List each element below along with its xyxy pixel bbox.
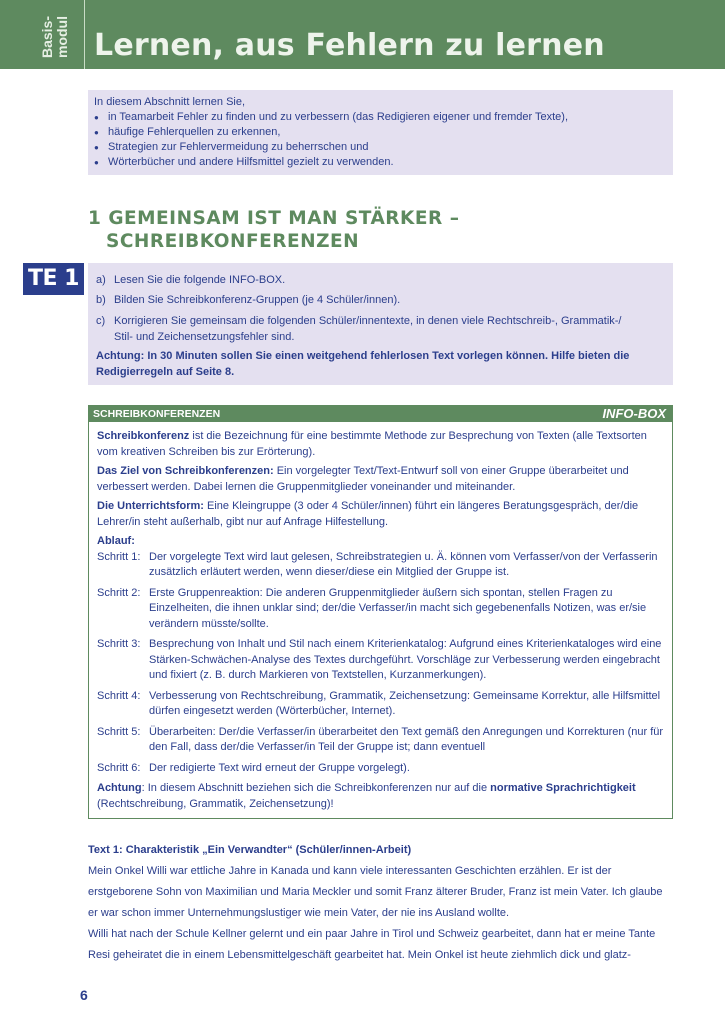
section-title xyxy=(88,207,459,253)
task-note: Achtung: In 30 Minuten sollen Sie einen weitgehend fehlerlosen Text vorlegen können. Hilfe bieten die Redigierregeln auf Seite 8. xyxy=(96,350,630,378)
info-box-header xyxy=(89,406,672,422)
task-tag: TE 1 xyxy=(23,263,84,295)
module-label: Basis- modul xyxy=(39,15,70,59)
list-item: ● häufige Fehlerquellen zu erkennen, xyxy=(94,125,568,140)
step-item: Schritt 3: Besprechung von Inhalt und Stil nach einem Kriterienkatalog: Aufgrund eines Kriterienkataloges wird eine Stärken-Schwächen-Analyse des Textes durchgeführt. Vorschläge zur Verbesserung werden eingebracht und fixiert (z. B. durch Markieren von Textstellen, Kurzanmerkungen). xyxy=(97,638,662,681)
section-title-line2: SCHREIBKONFERENZEN xyxy=(106,231,360,252)
task-c: c) Korrigieren Sie gemeinsam die folgenden Schüler/innentexte, in denen viele Rechtschreib-, Grammatik-/ Stil- und Zeichensetzungsfehler sind. xyxy=(96,315,622,343)
list-item: ● Strategien zur Fehlervermeidung zu beherrschen und xyxy=(94,140,568,155)
header-divider xyxy=(84,0,85,69)
goals-list xyxy=(94,110,568,170)
info-paragraph: Schreibkonferenz ist die Bezeichnung für eine bestimmte Methode zur Besprechung von Texten (alle Textsorten vom kreativen Schreiben bis zur Erörterung). xyxy=(97,430,647,458)
section-title-line1: 1 GEMEINSAM IST MAN STÄRKER – xyxy=(88,208,460,229)
header-band xyxy=(0,0,725,69)
learning-goals-box xyxy=(88,90,673,175)
info-paragraph: Die Unterrichtsform: Eine Kleingruppe (3 oder 4 Schüler/innen) führt ein längeres Beratungsgespräch, der/die Lehrer/in steht außerhalb, gibt nur auf Anfrage Hilfestellung. xyxy=(97,500,639,528)
student-text-heading: Text 1: Charakteristik „Ein Verwandter“ (Schüler/innen-Arbeit) xyxy=(88,844,412,856)
step-item: Schritt 6: Der redigierte Text wird erneut der Gruppe vorgelegt). xyxy=(97,761,410,774)
ablauf-heading: Ablauf: xyxy=(97,535,135,547)
info-paragraph: Das Ziel von Schreibkonferenzen: Ein vorgelegter Text/Text-Entwurf soll von einer Gruppe überarbeitet und verbessert werden. Dabei lernen die Gruppenmitglieder voneinander und miteinander. xyxy=(97,465,629,493)
page-number: 6 xyxy=(80,987,88,1003)
info-box-title: SCHREIBKONFERENZEN xyxy=(93,408,221,420)
info-box-body xyxy=(97,429,667,816)
step-item: Schritt 5: Überarbeiten: Der/die Verfasser/in überarbeitet den Text gemäß den Anregungen und Korrekturen (nur für den Fall, dass der/die Verfasser/in Teil der Gruppe ist; dann eventuell xyxy=(97,725,664,753)
step-item: Schritt 1: Der vorgelegte Text wird laut gelesen, Schreibstrategien u. Ä. können vom Verfasser/von der Verfasserin zusätzlich erläutert werden, wenn dieser/diese ein Mitglied der Gruppe ist. xyxy=(97,550,658,578)
student-text-body: Mein Onkel Willi war ettliche Jahre in Kanada und kann viele interessanten Geschichten erzählen. Er ist der erstgeborene Sohn von Maximilian und Maria Meckler und somit Franz älterer Bruder, Franz ist mein Vater. Ich glaube er war schon immer Unternehmungslustiger wie mein Vater, der nie ins Ausland wollte. xyxy=(88,865,663,919)
task-a: a) Lesen Sie die folgende INFO-BOX. xyxy=(96,274,286,286)
step-item: Schritt 4: Verbesserung von Rechtschreibung, Grammatik, Zeichensetzung: Gemeinsame Korrektur, alle Hilfsmittel dürfen eingesetzt werden (Wörterbücher, Internet). xyxy=(97,689,661,717)
info-box-tag: INFO-BOX xyxy=(602,406,666,421)
page-title: Lernen, aus Fehlern zu lernen xyxy=(94,28,605,63)
info-box xyxy=(88,405,673,819)
task-box xyxy=(88,263,673,385)
intro-lead: In diesem Abschnitt lernen Sie, xyxy=(94,96,246,108)
list-item: ● Wörterbücher und andere Hilfsmittel gezielt zu verwenden. xyxy=(94,155,568,170)
list-item: ● in Teamarbeit Fehler zu finden und zu verbessern (das Redigieren eigener und fremder Texte), xyxy=(94,110,568,125)
info-note: Achtung: In diesem Abschnitt beziehen sich die Schreibkonferenzen nur auf die normative Sprachrichtigkeit (Rechtschreibung, Grammatik, Zeichensetzung)! xyxy=(97,782,636,810)
student-text-body: Willi hat nach der Schule Kellner gelernt und ein paar Jahre in Tirol und Schweiz gearbeitet, dann hat er meine Tante Resi geheiratet die in einem Lebensmittelgeschäft gearbeitet hat. Mein Onkel ist heute ziehmlich dick und glatz- xyxy=(88,928,656,961)
step-item: Schritt 2: Erste Gruppenreaktion: Die anderen Gruppenmitglieder äußern sich spontan, stellen Fragen zu Einzelheiten, die ihnen unklar sind; der/die Verfasser/in macht sich gegebenenfalls Notizen, was er/sie verändern müsste/sollte. xyxy=(97,586,647,630)
student-text xyxy=(88,840,673,966)
task-b: b) Bilden Sie Schreibkonferenz-Gruppen (je 4 Schüler/innen). xyxy=(96,294,401,306)
